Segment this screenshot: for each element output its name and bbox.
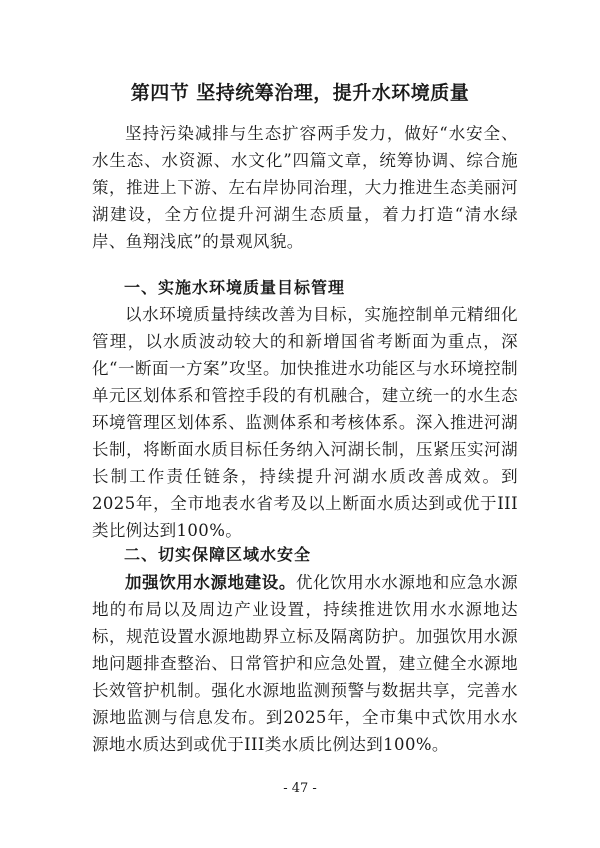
section-title: 第四节 坚持统筹治理，提升水环境质量 [130, 82, 470, 104]
intro-paragraph: 坚持污染减排与生态扩容两手发力，做好“水安全、水生态、水资源、水文化”四篇文章，统筹协调、综合施策，推进上下游、左右岸协同治理，大力推进生态美丽河湖建设，全方位提升河湖生态质量，着力打造“清水绿岸、鱼翔浅底”的景观风貌。 [92, 124, 518, 251]
subsection-1-heading-block [92, 274, 518, 301]
subsection-1-paragraph: 以水环境质量持续改善为目标，实施控制单元精细化管理，以水质波动较大的和新增国省考断面为重点，深化“一断面一方案”攻坚。加快推进水功能区与水环境控制单元区划体系和管控手段的有机融合，建立统一的水生态环境管理区划体系、监测体系和考核体系。深入推进河湖长制，将断面水质目标任务纳入河湖长制，压紧压实河湖长制工作责任链条，持续提升河湖水质改善成效。到2025年，全市地表水省考及以上断面水质达到或优于III类比例达到100%。 [92, 305, 518, 540]
subsection-2-lead: 加强饮用水源地建设。 [125, 573, 296, 592]
subsection-1-body-block [92, 301, 518, 544]
subsection-2-heading: 二、切实保障区域水安全 [124, 545, 312, 564]
intro-block [92, 120, 518, 255]
subsection-1-heading: 一、实施水环境质量目标管理 [124, 278, 346, 297]
subsection-2-body-block [92, 569, 518, 758]
subsection-2-paragraph [92, 569, 518, 758]
subsection-2-body: 优化饮用水水源地和应急水源地的布局以及周边产业设置，持续推进饮用水水源地达标，规范设置水源地勘界立标及隔离防护。加强饮用水源地问题排查整治、日常管护和应急处置，建立健全水源地长效管护机制。强化水源地监测预警与数据共享，完善水源地监测与信息发布。到2025年，全市集中式饮用水水源地水质达到或优于III类水质比例达到100%。 [92, 573, 518, 754]
subsection-2-heading-block [92, 541, 518, 568]
page-number: - 47 - [283, 781, 317, 796]
